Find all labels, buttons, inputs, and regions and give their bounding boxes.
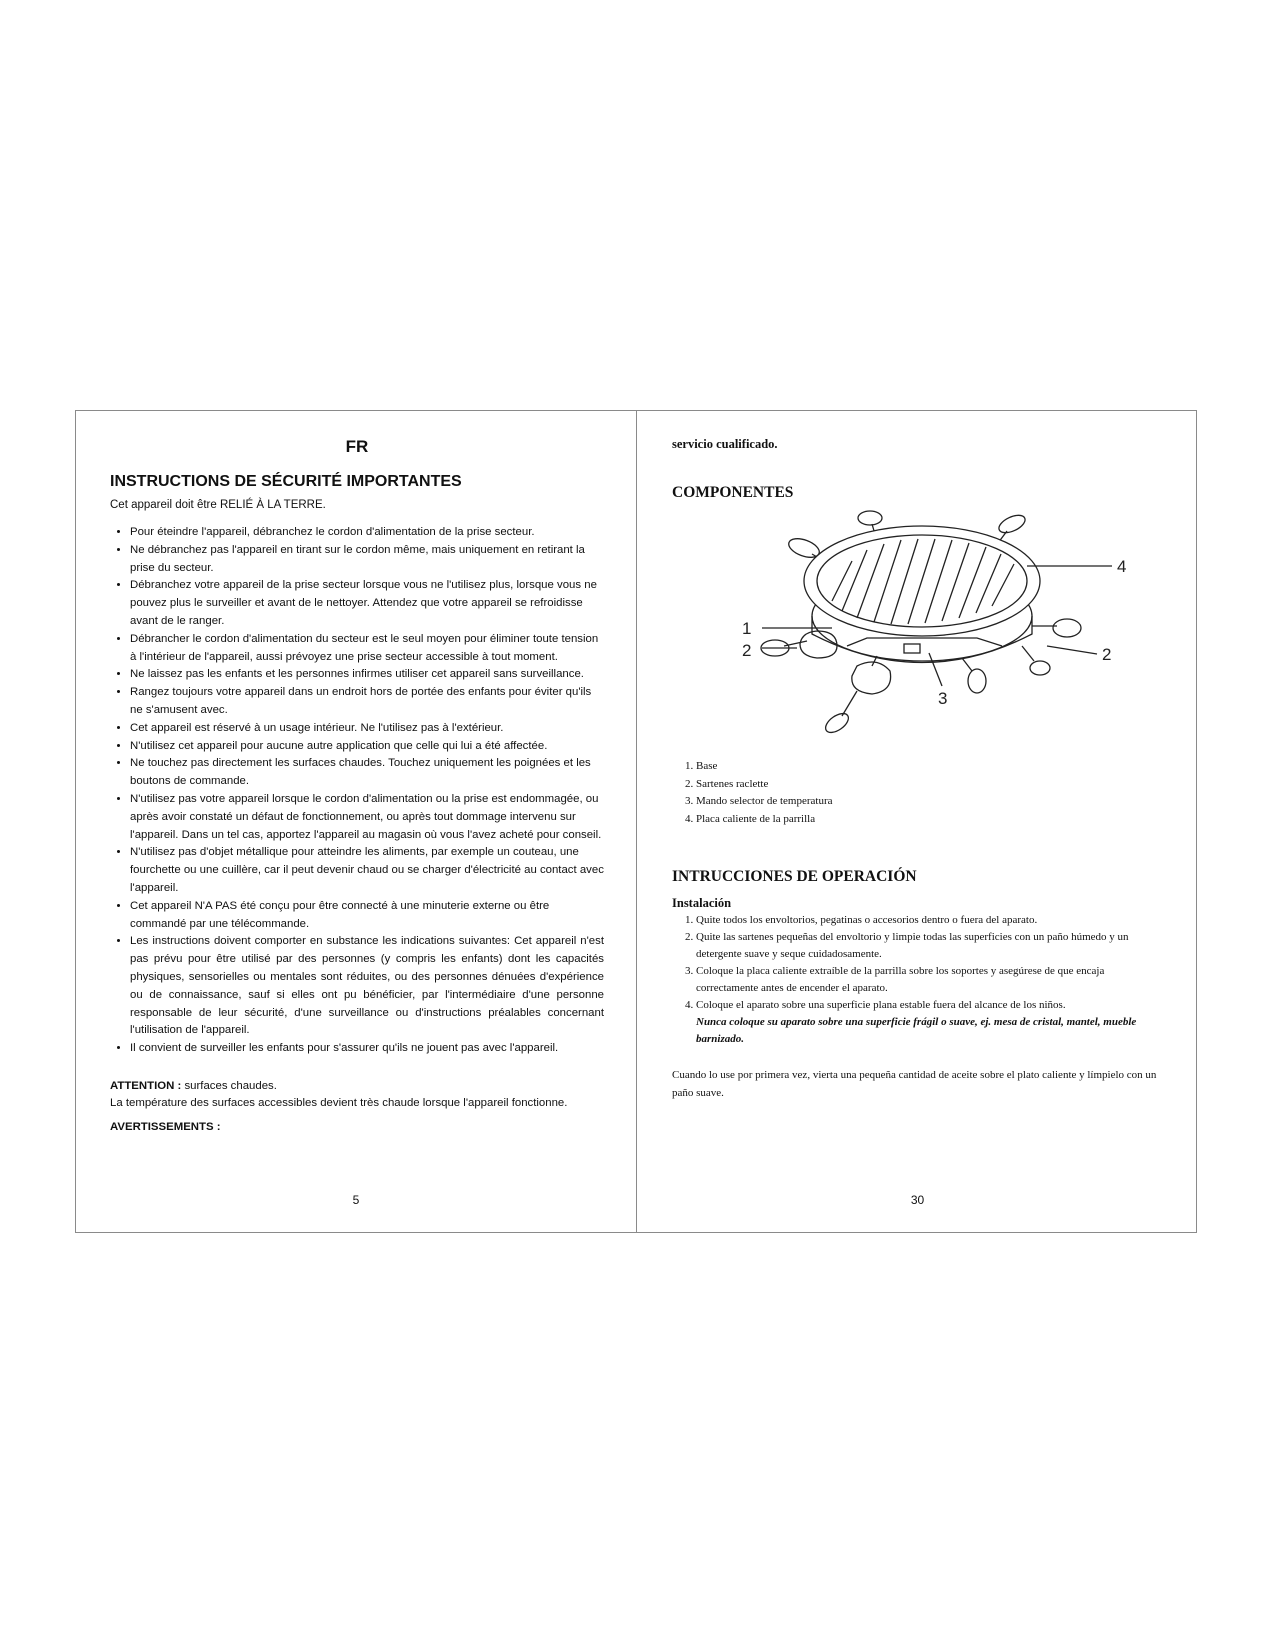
callout-2-left: 2 bbox=[742, 641, 752, 660]
step-item bbox=[696, 997, 1164, 1048]
warning-note: Nunca coloque su aparato sobre una superficie frágil o suave, ej. mesa de cristal, mantel, mueble barnizado. bbox=[696, 1016, 1137, 1045]
safety-item: • Cet appareil est réservé à un usage intérieur. Ne l'utilisez pas à l'extérieur. bbox=[130, 720, 604, 738]
step-text: Coloque la placa caliente extraíble de la parrilla sobre los soportes y asegúrese de que encaja correctamente antes de encender el aparato. bbox=[696, 965, 1105, 994]
safety-item: • Pour éteindre l'appareil, débranchez le cordon d'alimentation de la prise secteur. bbox=[130, 524, 604, 542]
continued-text: servicio cualificado. bbox=[672, 437, 778, 451]
callout-3: 3 bbox=[938, 689, 948, 708]
safety-title: INSTRUCTIONS DE SÉCURITÉ IMPORTANTES bbox=[110, 473, 462, 490]
step-item bbox=[696, 963, 1164, 997]
step-item bbox=[696, 929, 1164, 963]
earth-notice: Cet appareil doit être RELIÉ À LA TERRE. bbox=[110, 499, 326, 511]
attention-block bbox=[110, 1078, 604, 1112]
language-code: FR bbox=[345, 437, 369, 456]
components-heading: COMPONENTES bbox=[672, 484, 794, 501]
right-page bbox=[637, 411, 1198, 1232]
step-text: Coloque el aparato sobre una superficie plana estable fuera del alcance de los niños. bbox=[696, 999, 1066, 1011]
manual-spread bbox=[75, 410, 1197, 1233]
installation-steps bbox=[672, 912, 1164, 1048]
component-item: 3. Mando selector de temperatura bbox=[696, 793, 1164, 811]
safety-item: • Les instructions doivent comporter en substance les indications suivantes: Cet appareil n'est pas prévu pour être utilisé par des personnes (y compris les enfants) dont les capacités physiques, sensorielles ou mentales sont réduites, ou des personnes dénuées d'expérience ou de connaissance, sauf si elles ont pu bénéficier, par l'intermédiaire d'une personne responsable de leur sécurité, d'une surveillance ou d'instructions préalables concernant l'utilisation de l'appareil. bbox=[130, 933, 604, 1040]
safety-item: • N'utilisez cet appareil pour aucune autre application que celle qui lui a été affectée. bbox=[130, 738, 604, 756]
safety-list bbox=[110, 524, 604, 1058]
callout-1: 1 bbox=[742, 619, 752, 638]
warnings-heading: AVERTISSEMENTS : bbox=[110, 1120, 221, 1133]
left-page bbox=[76, 411, 636, 1232]
safety-item: • Débranchez votre appareil de la prise secteur lorsque vous ne l'utilisez plus, lorsque vous ne pouvez plus le surveiller et avant de le nettoyer. Attendez que votre appareil se refroidisse avant de le ranger. bbox=[130, 577, 604, 630]
attention-text: surfaces chaudes. bbox=[181, 1079, 277, 1092]
safety-item: • Ne laissez pas les enfants et les personnes infirmes utiliser cet appareil sans surveillance. bbox=[130, 666, 604, 684]
operation-heading: INTRUCCIONES DE OPERACIÓN bbox=[672, 868, 917, 885]
safety-item: • Cet appareil N'A PAS été conçu pour être connecté à une minuterie externe ou être commandé par une télécommande. bbox=[130, 898, 604, 934]
step-text: Quite todos los envoltorios, pegatinas o accesorios dentro o fuera del aparato. bbox=[696, 914, 1038, 926]
callout-2-right: 2 bbox=[1102, 645, 1112, 664]
safety-item: • N'utilisez pas votre appareil lorsque le cordon d'alimentation ou la prise est endommagée, ou après avoir constaté un défaut de fonctionnement, ou après tout dommage intervenu sur l'appareil. Dans un tel cas, apportez l'appareil au magasin où vous l'avez acheté pour conseil. bbox=[130, 791, 604, 844]
page-number-left: 5 bbox=[352, 1193, 360, 1207]
attention-body: La température des surfaces accessibles devient très chaude lorsque l'appareil fonctionne. bbox=[110, 1096, 568, 1109]
safety-item: • N'utilisez pas d'objet métallique pour atteindre les aliments, par exemple un couteau, une fourchette ou une cuillère, car il peut devenir chaud ou se charger d'électricité au contact avec l'appareil. bbox=[130, 844, 604, 897]
components-list bbox=[672, 758, 1164, 828]
safety-item: • Ne débranchez pas l'appareil en tirant sur le cordon même, mais uniquement en retirant la prise du secteur. bbox=[130, 542, 604, 578]
attention-label: ATTENTION : bbox=[110, 1079, 182, 1092]
step-item bbox=[696, 912, 1164, 929]
callout-4: 4 bbox=[1117, 557, 1127, 576]
raclette-grill-illustration bbox=[672, 506, 1152, 736]
component-item: 2. Sartenes raclette bbox=[696, 776, 1164, 794]
safety-item: • Il convient de surveiller les enfants pour s'assurer qu'ils ne jouent pas avec l'appareil. bbox=[130, 1040, 604, 1058]
installation-heading: Instalación bbox=[672, 896, 732, 910]
safety-item: • Rangez toujours votre appareil dans un endroit hors de portée des enfants pour éviter qu'ils ne s'amusent avec. bbox=[130, 684, 604, 720]
page-number-right: 30 bbox=[910, 1193, 925, 1207]
component-item: 4. Placa caliente de la parrilla bbox=[696, 811, 1164, 829]
first-use-note: Cuando lo use por primera vez, vierta una pequeña cantidad de aceite sobre el plato caliente y límpielo con un paño suave. bbox=[672, 1069, 1157, 1099]
raclette-diagram bbox=[672, 506, 1152, 736]
step-text: Quite las sartenes pequeñas del envoltorio y limpie todas las superficies con un paño húmedo y un detergente suave y seque cuidadosamente. bbox=[696, 931, 1129, 960]
safety-item: • Ne touchez pas directement les surfaces chaudes. Touchez uniquement les poignées et les boutons de commande. bbox=[130, 755, 604, 791]
component-item: 1. Base bbox=[696, 758, 1164, 776]
safety-item: • Débrancher le cordon d'alimentation du secteur est le seul moyen pour éliminer toute tension à l'intérieur de l'appareil, aussi prévoyez une prise secteur accessible à tout moment. bbox=[130, 631, 604, 667]
